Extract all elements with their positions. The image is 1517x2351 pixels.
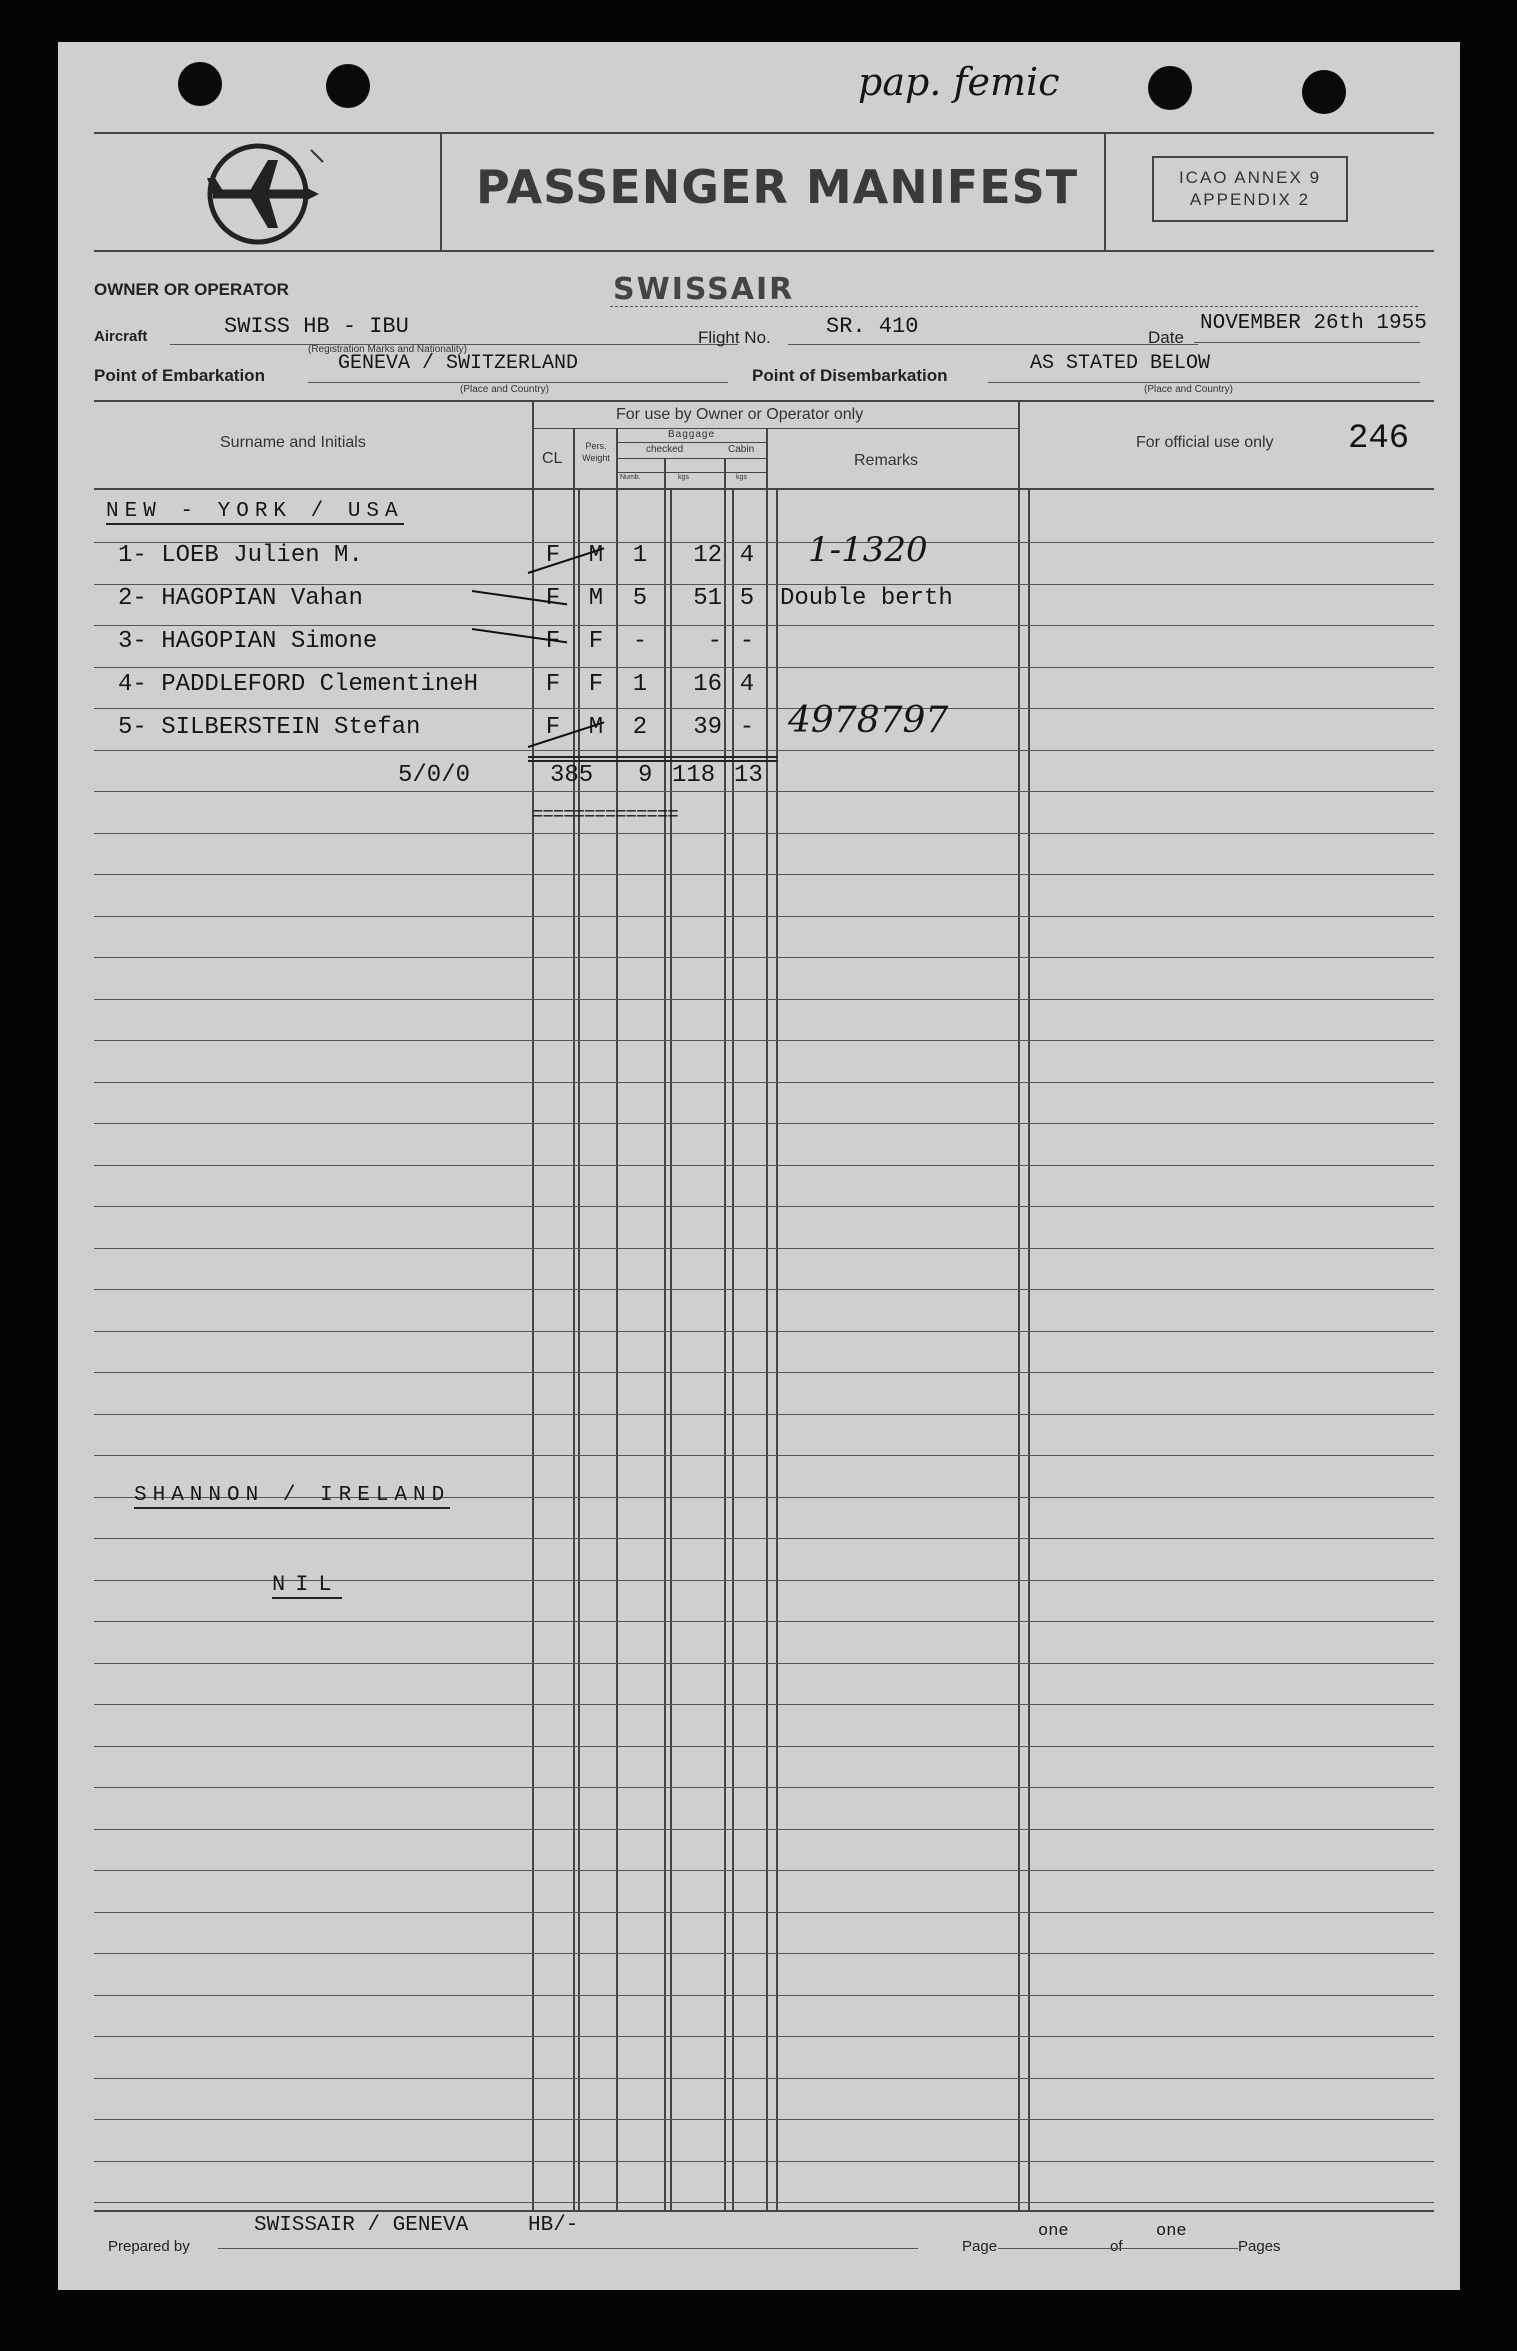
punch-hole	[326, 64, 370, 108]
passenger-kgs: 12	[693, 542, 722, 569]
embarkation-caption: (Place and Country)	[460, 384, 549, 395]
ruled-line	[94, 708, 1434, 709]
ruled-line	[94, 1538, 1434, 1539]
ruled-line	[94, 2078, 1434, 2079]
flight-label: Flight No.	[698, 328, 771, 347]
date-label: Date	[1148, 328, 1184, 347]
disembarkation-value: AS STATED BELOW	[1030, 352, 1211, 375]
ruled-line	[94, 1082, 1434, 1083]
passenger-num: 2	[632, 714, 648, 741]
ruled-line	[94, 999, 1434, 1000]
cabin-header: Cabin	[728, 444, 755, 455]
ruled-line	[94, 1331, 1434, 1332]
owner-use-header: For use by Owner or Operator only	[616, 406, 864, 423]
ruled-line	[94, 1372, 1434, 1373]
passenger-num: 1	[632, 671, 648, 698]
totals-count: 5/0/0	[398, 762, 471, 789]
owner-value: SWISSAIR	[613, 272, 795, 307]
ruled-line	[94, 1123, 1434, 1124]
ruled-line	[94, 1621, 1434, 1622]
totals-pers: 385	[550, 762, 594, 789]
passenger-cabin: 4	[739, 671, 755, 698]
section-shannon-nil: NIL	[272, 1572, 342, 1597]
ruled-line	[94, 833, 1434, 834]
ruled-line	[94, 957, 1434, 958]
handwritten-ticket-5: 4978797	[788, 700, 949, 741]
aircraft-caption: (Registration Marks and Nationality)	[308, 344, 467, 355]
ruled-line	[94, 1953, 1434, 1954]
ruled-line	[94, 1995, 1434, 1996]
passenger-cabin: 4	[739, 542, 755, 569]
ruled-line	[94, 1912, 1434, 1913]
ruled-line	[94, 1206, 1434, 1207]
ruled-line	[94, 874, 1434, 875]
icao-line-2: APPENDIX 2	[1189, 190, 1311, 209]
ruled-line	[94, 1787, 1434, 1788]
cl-column-header: CL	[542, 450, 563, 467]
ruled-line	[94, 1040, 1434, 1041]
prepared-by-value: SWISSAIR / GENEVA	[254, 2214, 469, 2237]
section-new-york: NEW - YORK / USA	[106, 500, 404, 523]
passenger-num: 1	[632, 542, 648, 569]
airplane-logo-icon	[203, 142, 343, 252]
passenger-kgs: 51	[693, 585, 722, 612]
pages-label: Pages	[1238, 2238, 1281, 2255]
flight-value: SR. 410	[826, 314, 919, 339]
passenger-name: 2- HAGOPIAN Vahan	[118, 585, 363, 612]
ruled-line	[94, 1455, 1434, 1456]
surname-column-header: Surname and Initials	[220, 434, 366, 451]
checked-header: checked	[646, 444, 684, 455]
ruled-line	[94, 1704, 1434, 1705]
prepared-initials: HB/-	[528, 2214, 579, 2237]
punch-hole	[178, 62, 222, 106]
ruled-line	[94, 1663, 1434, 1664]
embarkation-value: GENEVA / SWITZERLAND	[338, 352, 579, 375]
passenger-name: 4- PADDLEFORD ClementineH	[118, 671, 479, 698]
disembarkation-caption: (Place and Country)	[1144, 384, 1233, 395]
passenger-kgs: -	[707, 628, 722, 655]
passenger-num: -	[632, 628, 648, 655]
section-shannon: SHANNON / IRELAND	[134, 1484, 451, 1507]
ruled-line	[94, 750, 1434, 751]
number-header: Numb.	[620, 474, 641, 481]
passenger-pers: M	[588, 585, 604, 612]
owner-label: OWNER OR OPERATOR	[94, 280, 289, 299]
passenger-kgs: 16	[693, 671, 722, 698]
page-label: Page	[962, 2238, 998, 2255]
totals-num: 9	[638, 762, 653, 789]
ruled-line	[94, 2119, 1434, 2120]
passenger-name: 1- LOEB Julien M.	[118, 542, 363, 569]
passenger-cl: F	[545, 714, 561, 741]
passenger-pers: M	[588, 542, 604, 569]
manifest-sheet	[58, 42, 1460, 2290]
ruled-line	[94, 1746, 1434, 1747]
totals-kgs: 118	[672, 762, 716, 789]
passenger-cabin: 5	[739, 585, 755, 612]
punch-hole	[1302, 70, 1346, 114]
passenger-kgs: 39	[693, 714, 722, 741]
of-value: one	[1156, 2222, 1187, 2241]
passenger-remarks: Double berth	[780, 585, 953, 612]
date-value: NOVEMBER 26th 1955	[1200, 312, 1427, 335]
passenger-pers: F	[588, 628, 604, 655]
aircraft-label: Aircraft	[94, 328, 148, 345]
ruled-line	[94, 791, 1434, 792]
ruled-line	[94, 916, 1434, 917]
ruled-line	[94, 1414, 1434, 1415]
passenger-name: 3- HAGOPIAN Simone	[118, 628, 378, 655]
passenger-cl: F	[545, 585, 561, 612]
baggage-header: Baggage	[668, 429, 716, 440]
ruled-line	[94, 1248, 1434, 1249]
page-value: one	[1038, 2222, 1069, 2241]
ruled-line	[94, 2202, 1434, 2203]
kgs-header-cabin: kgs	[736, 474, 747, 481]
passenger-pers: M	[588, 714, 604, 741]
prepared-by-label: Prepared by	[108, 2238, 190, 2255]
embarkation-label: Point of Embarkation	[94, 366, 265, 385]
page-title: PASSENGER MANIFEST	[476, 160, 1079, 214]
punch-hole	[1148, 66, 1192, 110]
ruled-line	[94, 1165, 1434, 1166]
passenger-cl: F	[545, 542, 561, 569]
handwritten-annotation: pap. femic	[858, 60, 1060, 104]
totals-cabin: 13	[734, 762, 763, 789]
totals-double-rule: ==============	[532, 804, 678, 826]
passenger-pers: F	[588, 671, 604, 698]
kgs-header: kgs	[678, 474, 689, 481]
passenger-cl: F	[545, 628, 561, 655]
pers-weight-header: Pers. Weight	[582, 441, 610, 463]
ruled-line	[94, 1870, 1434, 1871]
passenger-cabin: -	[739, 714, 755, 741]
official-use-header: For official use only	[1136, 434, 1274, 451]
passenger-name: 5- SILBERSTEIN Stefan	[118, 714, 421, 741]
ruled-line	[94, 667, 1434, 668]
icao-annex-box	[1152, 156, 1348, 222]
of-label: of	[1110, 2238, 1123, 2255]
ruled-line	[94, 1829, 1434, 1830]
official-number: 246	[1348, 420, 1410, 458]
passenger-cl: F	[545, 671, 561, 698]
icao-line-1: ICAO ANNEX 9	[1178, 168, 1322, 187]
handwritten-ticket-1: 1-1320	[808, 530, 928, 570]
ruled-line	[94, 625, 1434, 626]
aircraft-value: SWISS HB - IBU	[224, 314, 409, 339]
remarks-column-header: Remarks	[854, 452, 919, 469]
ruled-line	[94, 2036, 1434, 2037]
disembarkation-label: Point of Disembarkation	[752, 366, 948, 385]
passenger-num: 5	[632, 585, 648, 612]
ruled-line	[94, 2161, 1434, 2162]
passenger-cabin: -	[739, 628, 755, 655]
ruled-line	[94, 1289, 1434, 1290]
